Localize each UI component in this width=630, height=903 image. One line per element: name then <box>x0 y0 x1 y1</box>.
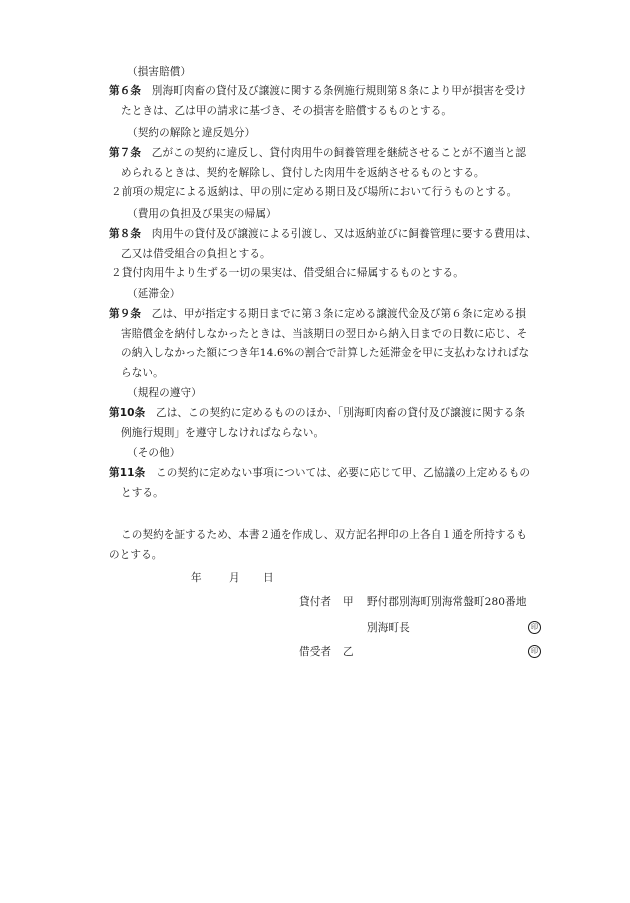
article-8-paragraph-2: ２貸付肉用牛より生ずる一切の果実は、借受組合に帰属するものとする。 <box>111 267 464 279</box>
caption-other: （その他） <box>127 447 181 459</box>
closing-line-2: のとする。 <box>109 548 163 561</box>
article-6 <box>109 82 571 121</box>
article-9-heading: 第９条 <box>109 308 142 320</box>
article-7 <box>109 144 571 203</box>
caption-compliance: （規程の遵守） <box>127 387 202 399</box>
article-8-heading: 第８条 <box>109 228 142 240</box>
article-7-line-1: 第７条 乙がこの契約に違反し、貸付肉用牛の飼養管理を継続させることが不適当と認 <box>109 147 527 159</box>
article-7-line-2: められるときは、契約を解除し、貸付した肉用牛を返納させるものとする。 <box>121 166 485 179</box>
article-8-line-1: 第８条 肉用牛の貸付及び譲渡による引渡し、又は返納並びに飼養管理に要する費用は、 <box>109 228 537 240</box>
article-9-line-2: 害賠償金を納付しなかったときは、当該期日の翌日から納入日までの日数に応じ、そ <box>121 327 528 340</box>
article-9-line-4: らない。 <box>121 366 164 379</box>
article-7-paragraph-2: ２前項の規定による返納は、甲の別に定める期日及び場所において行うものとする。 <box>111 186 518 198</box>
article-11-line-1: 第11条 この契約に定めない事項については、必要に応じて甲、乙協議の上定めるもの <box>109 467 531 479</box>
article-8 <box>109 225 571 284</box>
article-6-line-2: たときは、乙は甲の請求に基づき、その損害を賠償するものとする。 <box>121 104 453 117</box>
caption-expenses: （費用の負担及び果実の帰属） <box>127 208 277 220</box>
article-9-line-1: 第９条 乙は、甲が指定する期日までに第３条に定める譲渡代金及び第６条に定める損 <box>109 308 527 320</box>
article-9-line-3: の納入しなかった額につき年14.6%の割合で計算した延滞金を甲に支払わなければな <box>121 347 530 359</box>
lender-seal-mark: 印 <box>528 621 541 634</box>
article-11-heading: 第11条 <box>109 467 146 479</box>
caption-damages: （損害賠償） <box>127 66 192 78</box>
closing-line-1: この契約を証するため、本書２通を作成し、双方記名押印の上各自１通を所持するも <box>121 529 527 541</box>
borrower-seal-mark: 印 <box>528 645 541 658</box>
lender-party: 甲 <box>343 596 354 608</box>
article-6-heading: 第６条 <box>109 85 142 97</box>
article-10-heading: 第10条 <box>109 407 146 419</box>
date-day: 日 <box>263 572 274 584</box>
caption-termination: （契約の解除と違反処分） <box>127 127 256 139</box>
article-9 <box>109 305 571 383</box>
closing-statement <box>109 526 571 565</box>
article-10-line-2: 例施行規則」を遵守しなければならない。 <box>121 426 325 439</box>
lender-role: 貸付者 <box>299 596 332 608</box>
article-11 <box>109 464 571 503</box>
date-year: 年 <box>191 572 202 584</box>
article-7-heading: 第７条 <box>109 147 142 159</box>
article-11-line-2: とする。 <box>121 486 164 499</box>
borrower-party: 乙 <box>343 646 354 658</box>
lender-name: 別海町長 <box>367 622 410 634</box>
date-month: 月 <box>229 572 240 584</box>
lender-address: 野付郡別海町別海常盤町280番地 <box>367 596 527 608</box>
caption-late-fee: （延滞金） <box>127 288 181 300</box>
article-8-line-2: 乙又は借受組合の負担とする。 <box>121 247 271 260</box>
article-10-line-1: 第10条 乙は、この契約に定めるもののほか、「別海町肉畜の貸付及び譲渡に関する条 <box>109 407 526 419</box>
article-10 <box>109 404 571 443</box>
borrower-role: 借受者 <box>299 646 332 658</box>
article-6-line-1: 第６条 別海町肉畜の貸付及び譲渡に関する条例施行規則第８条により甲が損害を受け <box>109 85 527 97</box>
